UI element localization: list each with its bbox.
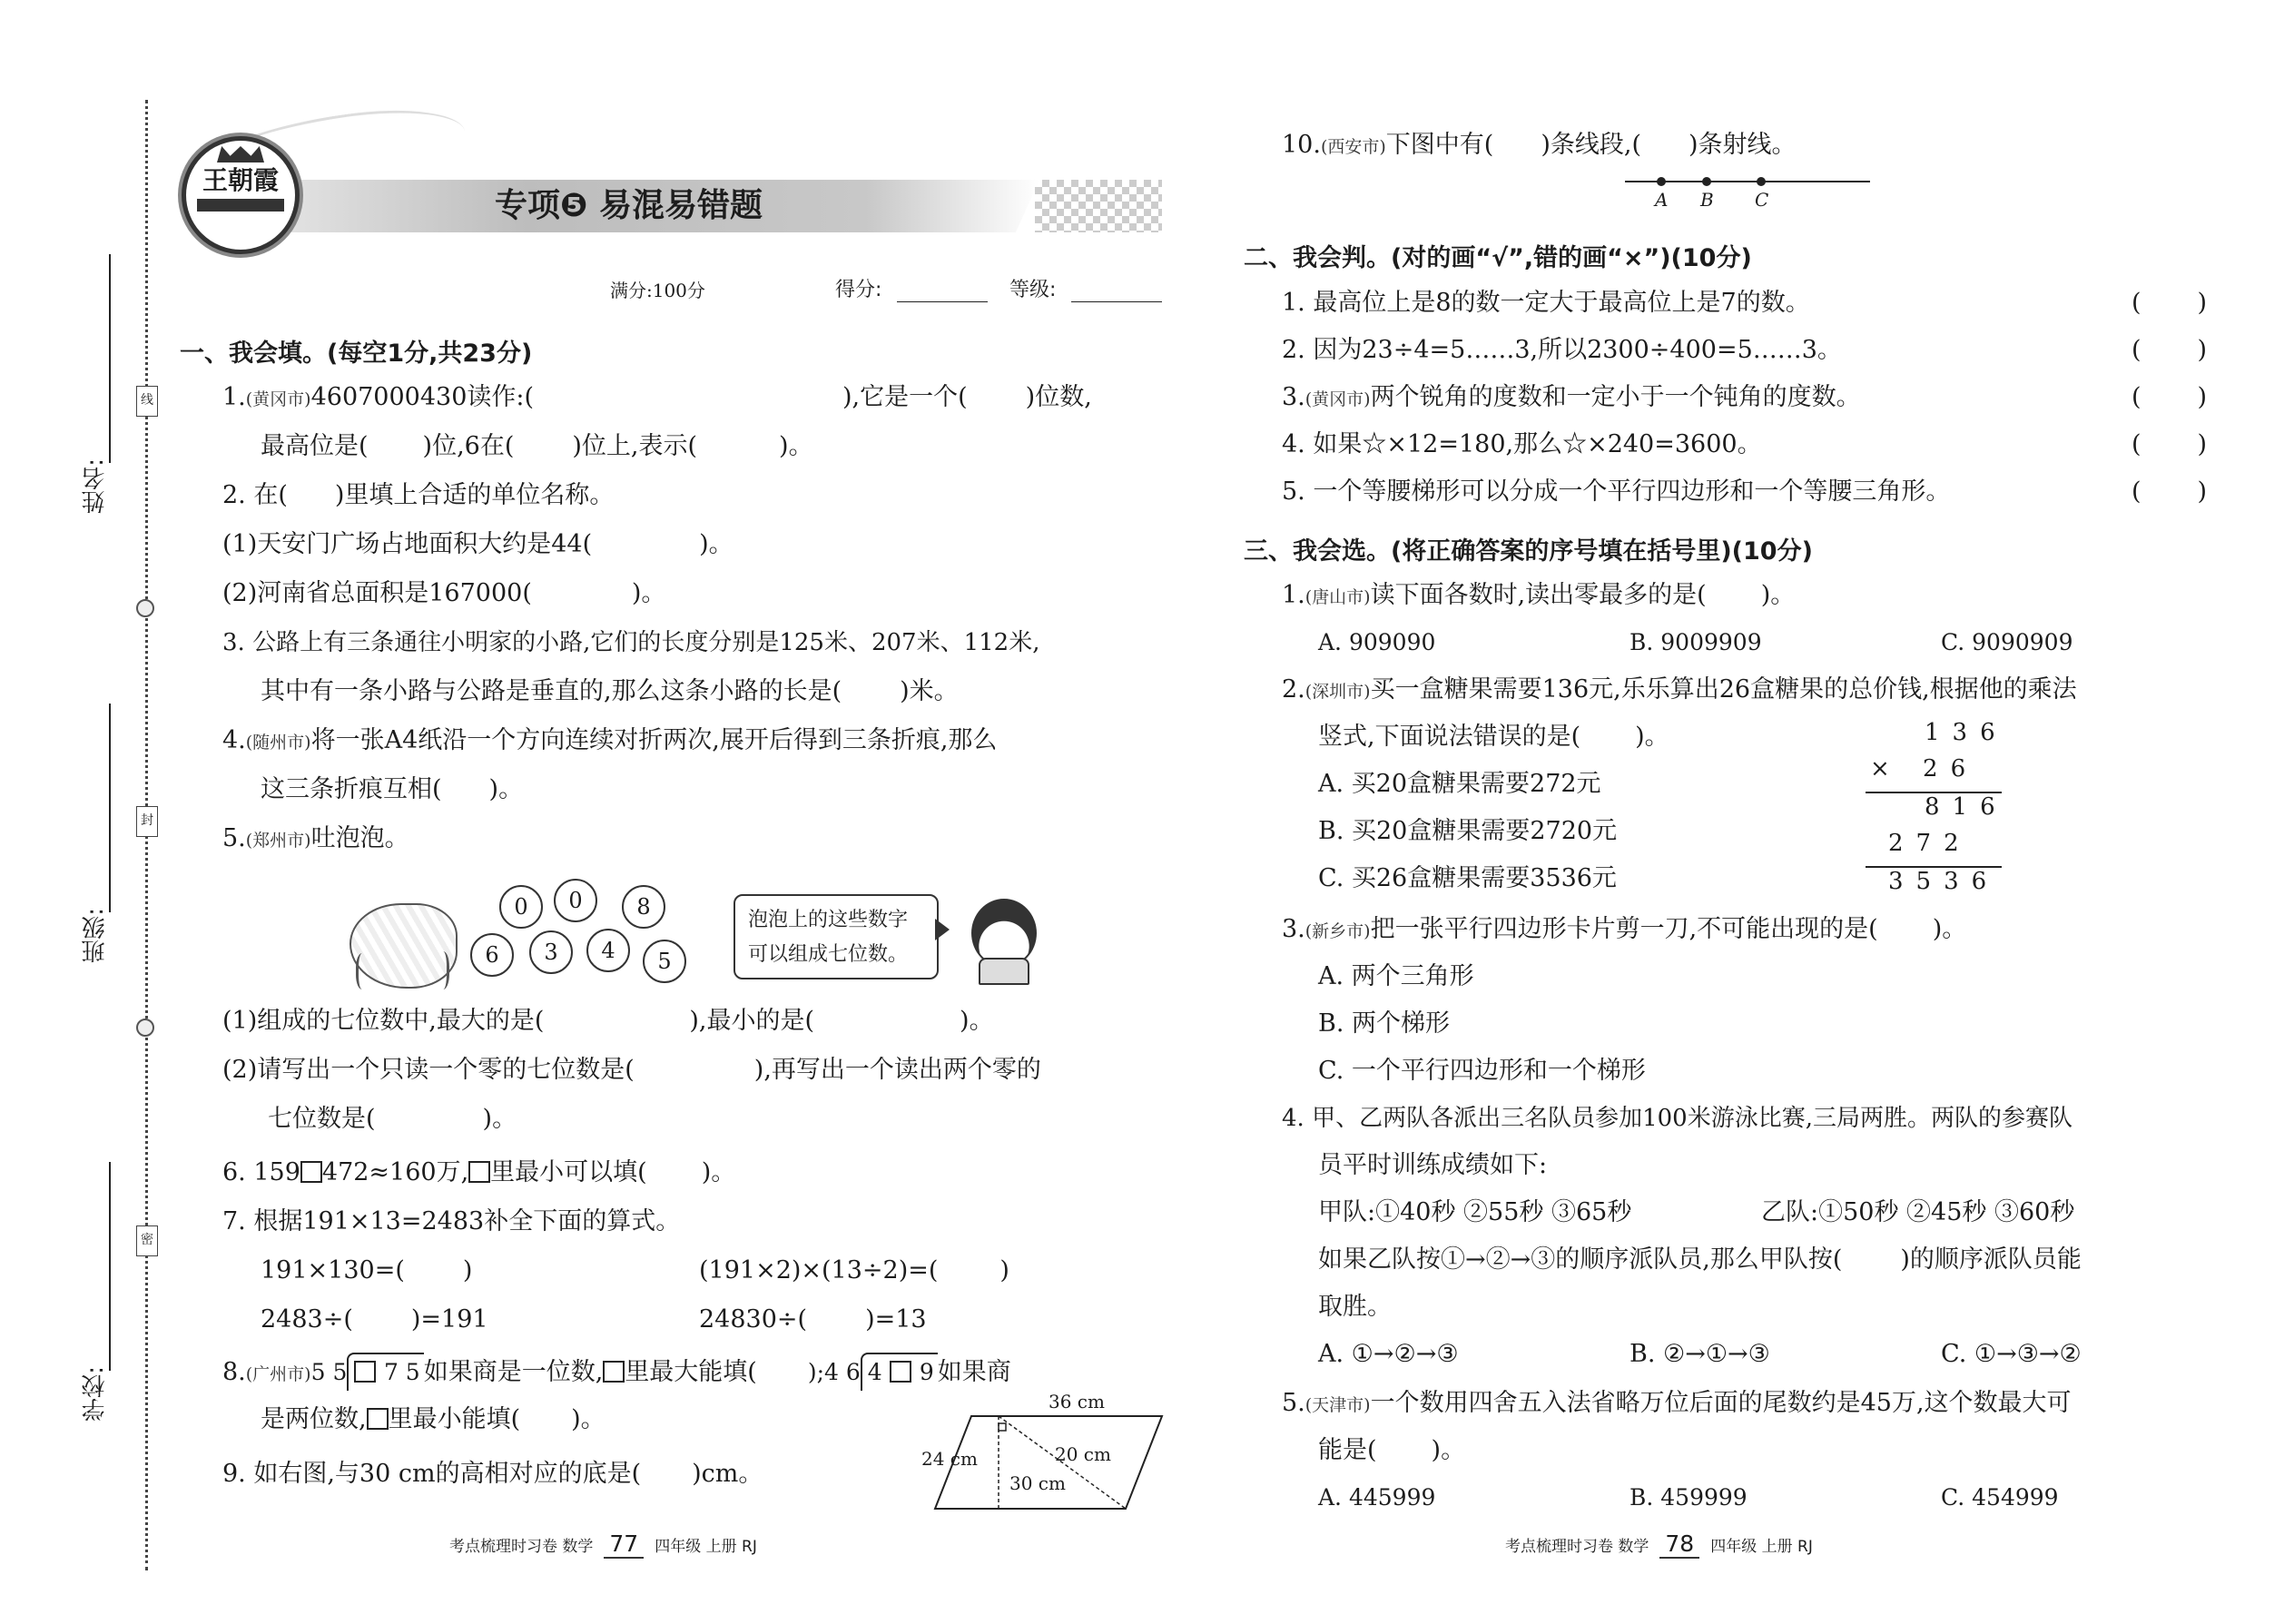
class-underline <box>109 704 111 912</box>
bubble: 4 <box>586 929 630 972</box>
question-3-cont: 其中有一条小路与公路是垂直的,那么这条小路的长是( )米。 <box>261 677 959 705</box>
section-heading: 三、我会选。(将正确答案的序号填在括号里)(10分) <box>1244 537 1813 566</box>
name-label: 姓名: <box>82 458 109 514</box>
score-label: 得分: <box>835 279 882 301</box>
point-c <box>1757 177 1766 186</box>
crown-icon <box>217 146 264 162</box>
judge-item-2: 2. 因为23÷4=5……3,所以2300÷400=5……3。 <box>1282 336 1842 364</box>
judge-item-3: 3.(黄冈市)两个锐角的度数和一定小于一个钝角的度数。 <box>1282 383 1861 411</box>
school-label: 学校: <box>82 1366 109 1422</box>
judge-item-1: 1. 最高位上是8的数一定大于最高位上是7的数。 <box>1282 289 1810 317</box>
bubble: 6 <box>470 933 514 977</box>
point-a <box>1657 177 1666 186</box>
logo-text: 王朝霞 <box>202 165 279 195</box>
point-label-a: A <box>1655 189 1669 211</box>
speech-pointer <box>935 919 950 940</box>
question-1: 1.(黄冈市)4607000430读作:( ),它是一个( )位数, <box>222 383 1092 411</box>
choice-question-2-cont: 竖式,下面说法错误的是( )。 <box>1318 723 1669 751</box>
seal-char-secret: 密 <box>136 1225 158 1256</box>
label-24cm: 24 cm <box>921 1448 978 1470</box>
multiplication-row-5: 3536 <box>1888 868 2000 895</box>
option-a[interactable]: A. 两个三角形 <box>1318 962 1474 990</box>
choice-question-5-cont: 能是( )。 <box>1318 1436 1466 1464</box>
question-6: 6. 159 472≈160万, 里最小可以填( )。 <box>222 1158 736 1186</box>
question-8: 8.(广州市)5 5 7 5 如果商是一位数, 里最大能填( );4 6 4 9 如果商 <box>222 1353 1011 1393</box>
digit-box[interactable] <box>890 1361 911 1383</box>
question-2-2: (2)河南省总面积是167000( )。 <box>222 579 666 607</box>
right-page <box>1171 0 2294 1624</box>
multiplication-row-1: 136 <box>1925 719 2008 746</box>
answer-paren-4[interactable]: ( ) <box>2132 430 2208 458</box>
choice-question-4-cont: 员平时训练成绩如下: <box>1318 1151 1548 1179</box>
point-label-b: B <box>1700 189 1714 211</box>
seaweed-icon <box>356 953 371 989</box>
choice-question-4: 4. 甲、乙两队各派出三名队员参加100米游泳比赛,三局两胜。两队的参赛队 <box>1282 1105 2072 1132</box>
option-c[interactable]: C. 一个平行四边形和一个梯形 <box>1318 1057 1646 1085</box>
answer-paren-5[interactable]: ( ) <box>2132 477 2208 506</box>
answer-paren-1[interactable]: ( ) <box>2132 289 2208 317</box>
seal-char-line: 线 <box>136 386 158 417</box>
option-a[interactable]: A. ①→②→③ <box>1318 1340 1459 1368</box>
logo-badge <box>182 136 300 254</box>
judge-item-4: 4. 如果☆×12=180,那么☆×240=3600。 <box>1282 430 1762 458</box>
grade-label: 等级: <box>1009 279 1057 301</box>
option-b[interactable]: B. 9009909 <box>1629 629 1762 655</box>
binding-hole <box>136 1019 154 1037</box>
question-3: 3. 公路上有三条通往小明家的小路,它们的长度分别是125米、207米、112米, <box>222 629 1040 656</box>
question-8-cont: 是两位数, 里最小能填( )。 <box>261 1405 605 1433</box>
bubble: 8 <box>622 885 665 929</box>
bubble: 0 <box>499 885 543 929</box>
option-b[interactable]: B. 买20盒糖果需要2720元 <box>1318 817 1618 845</box>
label-30cm: 30 cm <box>1009 1472 1066 1494</box>
school-underline <box>109 1162 111 1371</box>
option-a[interactable]: A. 909090 <box>1318 629 1436 655</box>
page-number: 77 <box>604 1530 644 1559</box>
name-underline <box>109 254 111 463</box>
class-label: 班级: <box>82 908 109 963</box>
binding-hole <box>136 599 154 617</box>
girl-body <box>979 958 1029 985</box>
digit-box[interactable] <box>603 1361 625 1383</box>
choice-question-1: 1.(唐山市)读下面各数时,读出零最多的是( )。 <box>1282 581 1796 609</box>
section-heading: 二、我会判。(对的画“√”,错的画“×”)(10分) <box>1244 244 1752 272</box>
digit-box[interactable] <box>354 1361 376 1383</box>
option-b[interactable]: B. 两个梯形 <box>1318 1009 1451 1038</box>
seaweed-icon <box>434 951 449 989</box>
option-c[interactable]: C. 买26盒糖果需要3536元 <box>1318 864 1617 892</box>
choice-question-3: 3.(新乡市)把一张平行四边形卡片剪一刀,不可能出现的是( )。 <box>1282 915 1967 943</box>
point-label-c: C <box>1755 189 1769 211</box>
bubble: 0 <box>554 879 597 922</box>
option-a[interactable]: A. 445999 <box>1318 1484 1436 1511</box>
page-footer: 考点梳理时习卷 数学 77 四年级 上册 RJ <box>449 1530 757 1557</box>
question-4-cont: 这三条折痕互相( )。 <box>261 775 524 803</box>
option-c[interactable]: C. 454999 <box>1941 1484 2059 1511</box>
question-2: 2. 在( )里填上合适的单位名称。 <box>222 481 615 509</box>
question-1-cont: 最高位是( )位,6在( )位上,表示( )。 <box>261 432 813 460</box>
page-number: 78 <box>1659 1530 1699 1559</box>
multiplication-row-2: × 26 <box>1870 755 1979 782</box>
seal-char-seal: 封 <box>136 806 158 837</box>
judge-item-5: 5. 一个等腰梯形可以分成一个平行四边形和一个等腰三角形。 <box>1282 477 1951 506</box>
page-footer: 考点梳理时习卷 数学 78 四年级 上册 RJ <box>1505 1530 1813 1557</box>
digit-box[interactable] <box>300 1161 322 1183</box>
question-4: 4.(随州市)将一张A4纸沿一个方向连续对折两次,展开后得到三条折痕,那么 <box>222 726 998 754</box>
answer-paren-2[interactable]: ( ) <box>2132 336 2208 364</box>
choice-question-5: 5.(天津市)一个数用四舍五入法省略万位后面的尾数约是45万,这个数最大可 <box>1282 1389 2072 1417</box>
option-b[interactable]: B. 459999 <box>1629 1484 1748 1511</box>
logo-ribbon <box>197 199 284 212</box>
equation-3: 2483÷( )=191 <box>261 1305 488 1334</box>
digit-box[interactable] <box>367 1408 389 1430</box>
choice-question-4-cond: 如果乙队按①→②→③的顺序派队员,那么甲队按( )的顺序派队员能 <box>1318 1245 2082 1274</box>
bubble: 5 <box>643 940 686 983</box>
label-36cm: 36 cm <box>1049 1391 1105 1412</box>
team-jia-scores: 甲队:①40秒 ②55秒 ③65秒 <box>1318 1198 1632 1226</box>
question-5-2: (2)请写出一个只读一个零的七位数是( ),再写出一个读出两个零的 <box>222 1056 1041 1084</box>
question-9: 9. 如右图,与30 cm的高相对应的底是( )cm。 <box>222 1460 763 1488</box>
option-a[interactable]: A. 买20盒糖果需要272元 <box>1318 770 1601 798</box>
checker-pattern <box>1035 180 1162 232</box>
answer-paren-3[interactable]: ( ) <box>2132 383 2208 411</box>
equation-2: (191×2)×(13÷2)=( ) <box>699 1256 1009 1284</box>
equation-1: 191×130=( ) <box>261 1256 473 1284</box>
digit-box[interactable] <box>468 1161 490 1183</box>
equation-4: 24830÷( )=13 <box>699 1305 927 1334</box>
question-5: 5.(郑州市)吐泡泡。 <box>222 824 409 852</box>
label-20cm: 20 cm <box>1055 1443 1111 1465</box>
bubble: 3 <box>529 930 573 974</box>
question-5-2-cont: 七位数是( )。 <box>268 1105 517 1133</box>
page-title: 专项❺ 易混易错题 <box>495 187 763 224</box>
choice-question-2: 2.(深圳市)买一盒糖果需要136元,乐乐算出26盒糖果的总价钱,根据他的乘法 <box>1282 675 2077 704</box>
section-heading: 一、我会填。(每空1分,共23分) <box>180 340 533 368</box>
speech-box: 泡泡上的这些数字可以组成七位数。 <box>733 894 939 979</box>
team-yi-scores: 乙队:①50秒 ②45秒 ③60秒 <box>1761 1198 2075 1226</box>
multiplication-row-3: 816 <box>1925 793 2008 821</box>
grade-blank[interactable] <box>1071 301 1162 302</box>
question-7: 7. 根据191×13=2483补全下面的算式。 <box>222 1207 681 1235</box>
question-2-1: (1)天安门广场占地面积大约是44( )。 <box>222 530 733 558</box>
question-5-1: (1)组成的七位数中,最大的是( ),最小的是( )。 <box>222 1007 994 1035</box>
right-angle-mark <box>999 1423 1006 1431</box>
full-score: 满分:100分 <box>610 280 705 301</box>
point-b <box>1702 177 1711 186</box>
question-10: 10.(西安市)下图中有( )条线段,( )条射线。 <box>1282 131 1797 159</box>
choice-question-4-end: 取胜。 <box>1318 1293 1392 1321</box>
option-c[interactable]: C. 9090909 <box>1941 629 2073 655</box>
option-c[interactable]: C. ①→③→② <box>1941 1340 2082 1368</box>
multiplication-row-4: 272 <box>1888 830 1972 857</box>
score-blank[interactable] <box>897 301 988 302</box>
option-b[interactable]: B. ②→①→③ <box>1629 1340 1770 1368</box>
